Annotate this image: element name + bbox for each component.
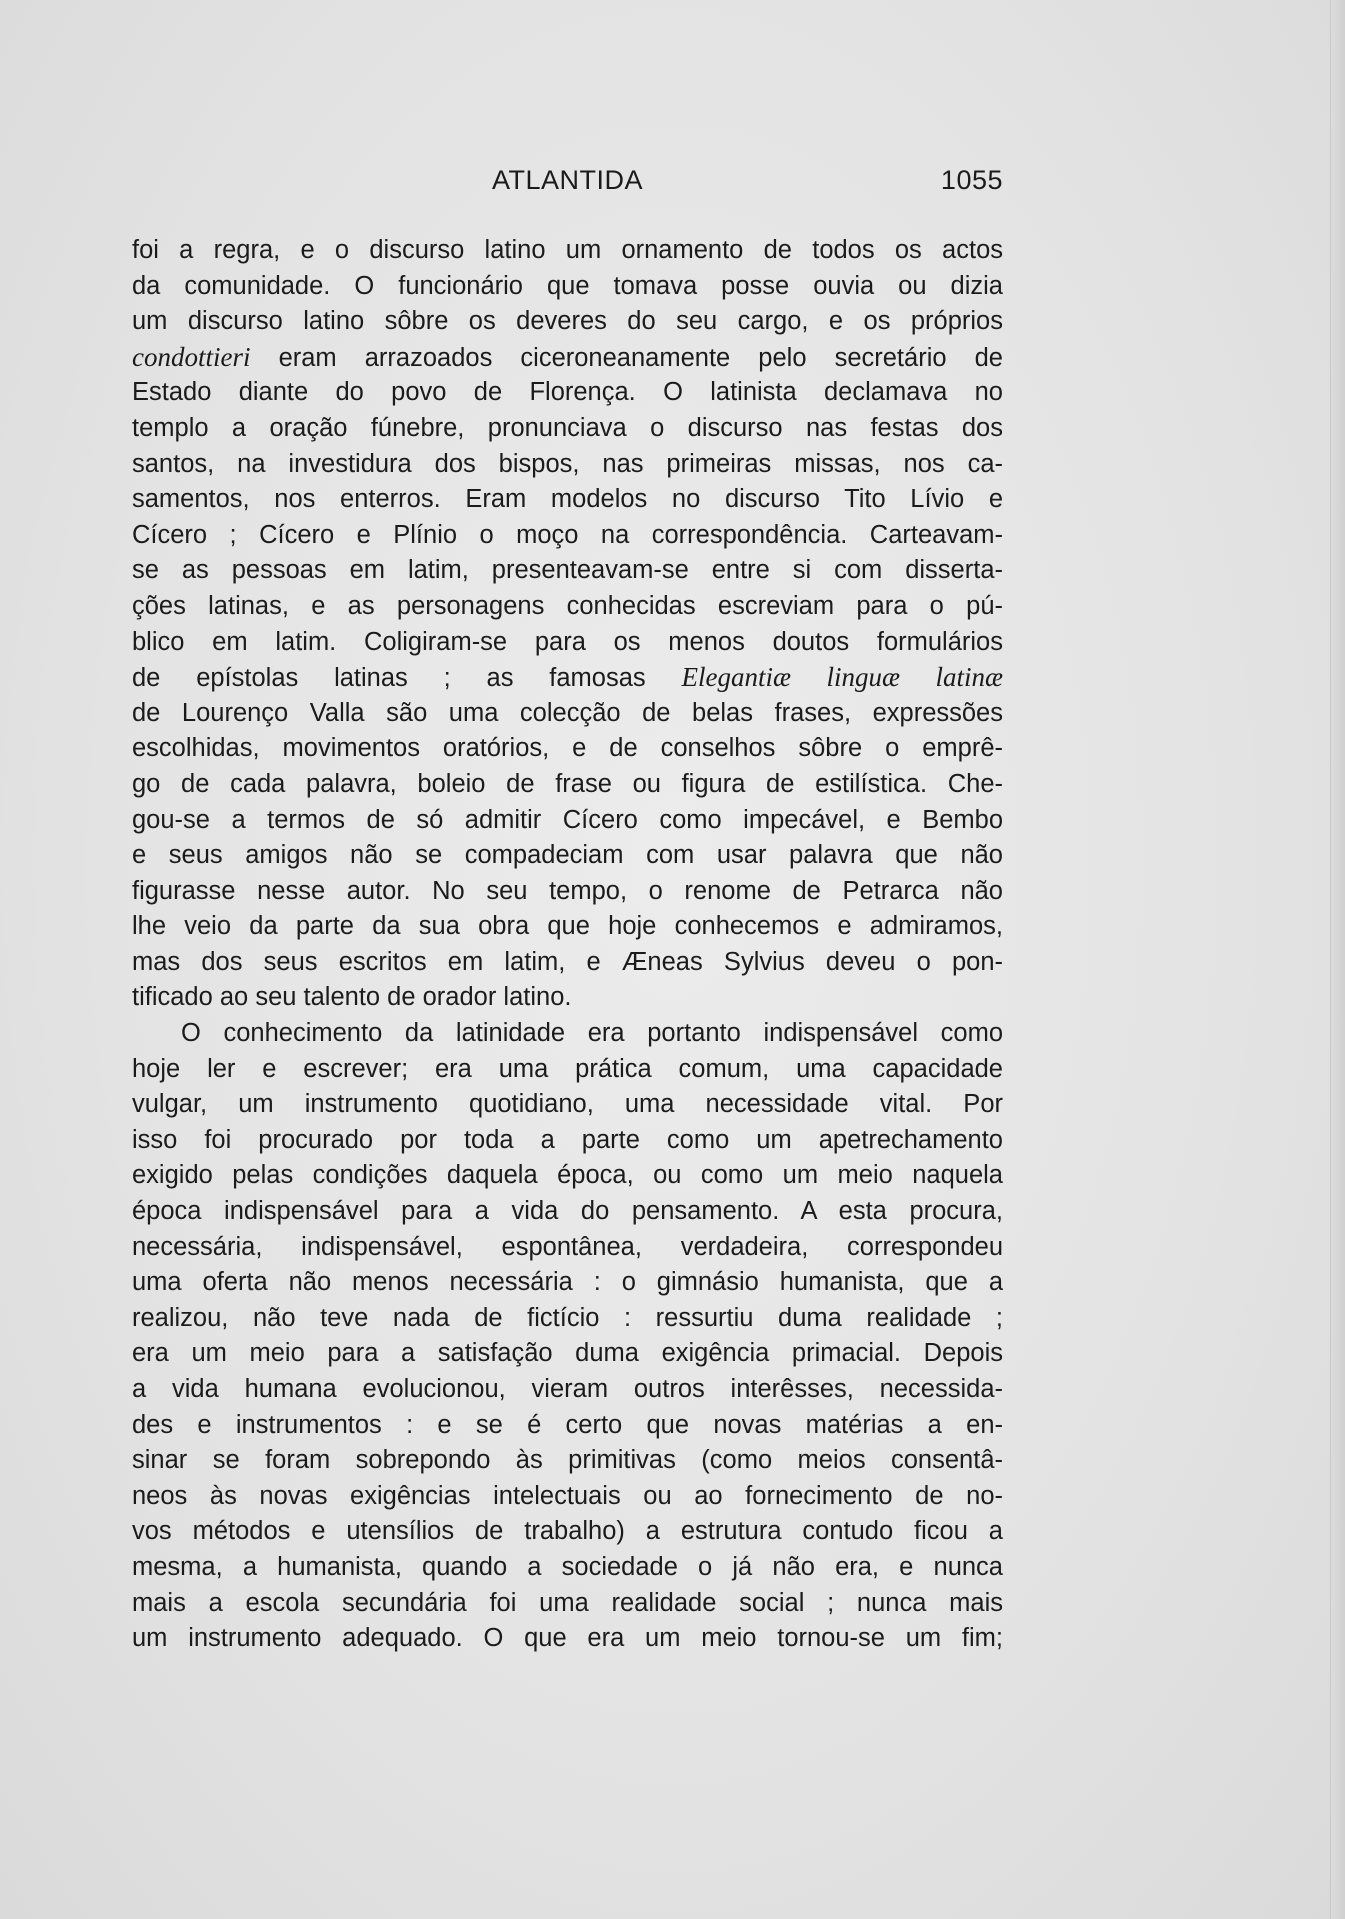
text-segment: realizou, não teve nada de fictício : ressurtiu duma realidade ; [132,1303,1003,1332]
text-segment: mas dos seus escritos em latim, e Æneas Sylvius deveu o pon- [132,947,1003,976]
text-line [132,1514,1003,1550]
text-segment: santos, na investidura dos bispos, nas primeiras missas, nos ca- [132,449,1003,478]
text-segment: figurasse nesse autor. No seu tempo, o renome de Petrarca não [132,876,1003,905]
text-segment: lhe veio da parte da sua obra que hoje conhecemos e admiramos, [132,912,1003,941]
text-line [132,1194,1003,1230]
text-segment: ções latinas, e as personagens conhecidas escreviam para o pú- [132,591,1003,620]
text-line [132,553,1003,589]
text-line [132,660,1003,696]
text-segment: mesma, a humanista, quando a sociedade o já não era, e nunca [132,1552,1003,1581]
text-line [132,518,1003,554]
text-segment: um instrumento adequado. O que era um meio tornou-se um fim; [132,1624,1003,1653]
text-segment: tificado ao seu talento de orador latino. [132,983,572,1012]
text-segment: era um meio para a satisfação duma exigência primacial. Depois [132,1339,1003,1368]
text-line [132,731,1003,767]
italic-segment: Elegantiæ linguæ latinæ [681,662,1003,693]
text-segment: neos às novas exigências intelectuais ou ao fornecimento de no- [132,1481,1003,1510]
text-line [132,945,1003,981]
page-number: 1055 [940,165,1003,195]
text-segment: templo a oração fúnebre, pronunciava o discurso nas festas dos [132,413,1003,442]
text-segment: de epístolas latinas ; as famosas [132,664,682,693]
text-line [132,447,1003,483]
text-segment: isso foi procurado por toda a parte como um apetrechamento [132,1125,1003,1154]
text-line [132,1230,1003,1266]
text-line [132,874,1003,910]
text-segment: de Lourenço Valla são uma colecção de belas frases, expressões [132,698,1003,727]
text-line [132,589,1003,625]
text-line [132,1158,1003,1194]
text-segment: da comunidade. O funcionário que tomava posse ouvia ou dizia [132,271,1003,300]
text-segment: escolhidas, movimentos oratórios, e de conselhos sôbre o emprê- [132,734,1003,763]
text-segment: des e instrumentos : e se é certo que novas matérias a en- [132,1410,1003,1439]
text-line [132,1016,1003,1052]
text-segment: se as pessoas em latim, presenteavam-se entre si com disserta- [132,556,1003,585]
text-segment: blico em latim. Coligiram-se para os menos doutos formulários [132,627,1003,656]
body-text [132,233,1003,1657]
text-line [132,304,1003,340]
text-segment: Cícero ; Cícero e Plínio o moço na correspondência. Carteavam- [132,520,1003,549]
text-segment: gou-se a termos de só admitir Cícero como impecável, e Bembo [132,805,1003,834]
text-segment: mais a escola secundária foi uma realidade social ; nunca mais [132,1588,1003,1617]
text-line [132,1443,1003,1479]
text-segment: eram arrazoados ciceroneanamente pelo secretário de [250,343,1003,372]
text-line [132,1087,1003,1123]
page-header [132,165,1003,205]
text-segment: Estado diante do povo de Florença. O latinista declamava no [132,378,1003,407]
text-line [132,233,1003,269]
text-segment: O conhecimento da latinidade era portanto indispensável como [181,1019,1003,1048]
text-line [132,1265,1003,1301]
text-segment: samentos, nos enterros. Eram modelos no discurso Tito Lívio e [132,485,1003,514]
text-line [132,340,1003,376]
text-segment: vulgar, um instrumento quotidiano, uma necessidade vital. Por [132,1090,1003,1119]
text-segment: sinar se foram sobrepondo às primitivas (como meios consentâ- [132,1446,1003,1475]
text-line [132,1550,1003,1586]
text-line [132,1123,1003,1159]
text-line [132,838,1003,874]
text-segment: e seus amigos não se compadeciam com usar palavra que não [132,841,1003,870]
text-line [132,375,1003,411]
text-line [132,696,1003,732]
text-line [132,1621,1003,1657]
page-edge [1330,0,1345,1919]
text-segment: exigido pelas condições daquela época, ou como um meio naquela [132,1161,1003,1190]
text-line [132,269,1003,305]
text-segment: época indispensável para a vida do pensamento. A esta procura, [132,1197,1003,1226]
text-segment: vos métodos e utensílios de trabalho) a estrutura contudo ficou a [132,1517,1003,1546]
text-line [132,625,1003,661]
text-line [132,482,1003,518]
text-segment: um discurso latino sôbre os deveres do seu cargo, e os próprios [132,307,1003,336]
text-segment: necessária, indispensável, espontânea, verdadeira, correspondeu [132,1232,1003,1261]
text-segment: go de cada palavra, boleio de frase ou figura de estilística. Che- [132,769,1003,798]
text-line [132,1479,1003,1515]
text-line [132,1336,1003,1372]
text-line [132,980,1003,1016]
text-line [132,411,1003,447]
text-line [132,1052,1003,1088]
text-segment: hoje ler e escrever; era uma prática comum, uma capacidade [132,1054,1003,1083]
text-segment: foi a regra, e o discurso latino um ornamento de todos os actos [132,236,1003,264]
text-line [132,803,1003,839]
text-segment: a vida humana evolucionou, vieram outros interêsses, necessida- [132,1375,1003,1403]
text-line [132,1408,1003,1444]
text-line [132,767,1003,803]
running-title: ATLANTIDA [491,165,644,195]
text-line [132,1372,1003,1408]
italic-segment: condottieri [132,341,251,372]
text-line [132,909,1003,945]
text-line [132,1301,1003,1337]
text-line [132,1586,1003,1622]
text-segment: uma oferta não menos necessária : o gimnásio humanista, que a [132,1268,1003,1297]
